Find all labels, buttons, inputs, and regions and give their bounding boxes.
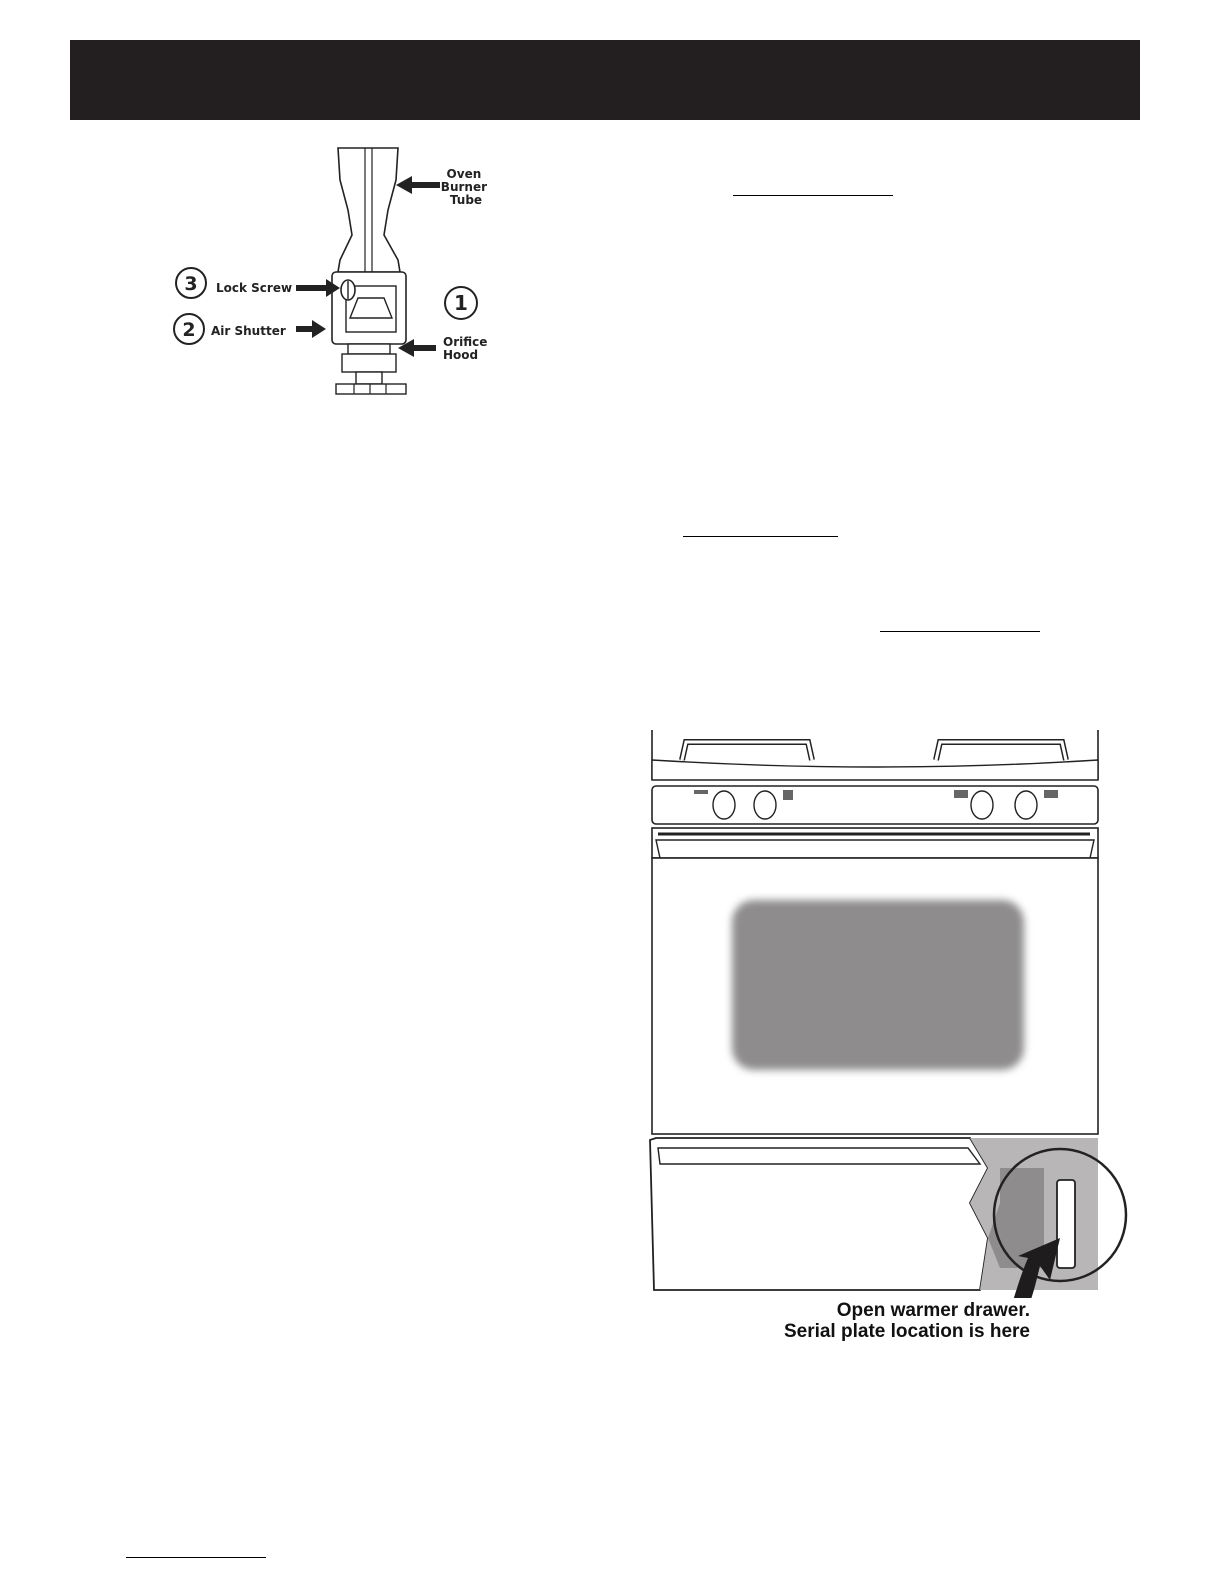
oven-window	[732, 900, 1024, 1070]
svg-text:2: 2	[182, 319, 196, 341]
burner-tube-shape	[338, 148, 400, 272]
orifice-hood-label-2: Hood	[443, 348, 479, 362]
step-1-badge	[445, 287, 477, 319]
burner-tube-label-3: Tube	[449, 193, 483, 207]
svg-text:1: 1	[454, 291, 468, 315]
oven-burner-diagram	[160, 140, 500, 400]
lock-screw-label: Lock Screw	[216, 281, 293, 295]
arrow-icon	[296, 320, 326, 338]
step-3-badge	[176, 268, 206, 298]
svg-text:Orifice Hood	[443, 335, 492, 362]
drawer-handle	[658, 1148, 980, 1164]
page-header-bar	[70, 40, 1140, 120]
caption-line-2: Serial plate location is here	[783, 1321, 1030, 1342]
burner-tube-label-2: Burner	[440, 180, 488, 194]
knob-icon	[1015, 791, 1037, 819]
burner-tube-label-1: Oven	[446, 167, 482, 181]
svg-text:3: 3	[184, 273, 198, 295]
svg-text:Oven Burner Tube	[441, 167, 491, 207]
blank-line	[683, 536, 838, 537]
step-2-badge	[174, 314, 204, 344]
air-shutter-label: Air Shutter	[211, 324, 286, 338]
range-illustration	[640, 728, 1140, 1298]
range-caption	[700, 1300, 1030, 1342]
serial-plate	[1057, 1180, 1075, 1268]
oven-door-handle	[656, 840, 1094, 858]
blank-line	[126, 1557, 266, 1558]
orifice-hood-label-1: Orifice	[443, 335, 488, 349]
knob-icon	[713, 791, 735, 819]
orifice-hood-shape	[348, 344, 390, 354]
knob-icon	[754, 791, 776, 819]
blank-line	[733, 195, 893, 196]
cooktop	[652, 730, 1098, 780]
knob-icon	[971, 791, 993, 819]
arrow-icon	[396, 176, 440, 194]
blank-line	[880, 631, 1040, 632]
caption-line-1: Open warmer drawer.	[836, 1300, 1030, 1321]
